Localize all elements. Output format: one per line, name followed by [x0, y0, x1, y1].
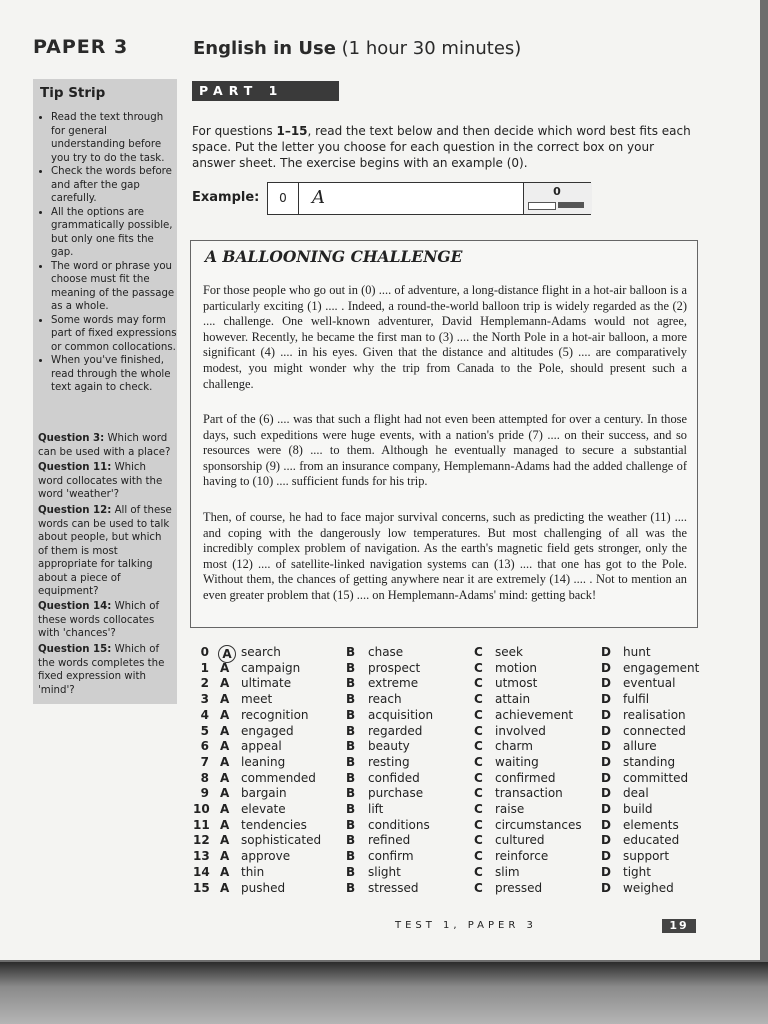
question-number: 12 [193, 833, 210, 848]
option-letter-a: A [220, 864, 230, 879]
option-d: elements [623, 817, 679, 832]
tip-question [38, 461, 172, 502]
instructions [192, 123, 692, 171]
option-letter-d: D [601, 754, 611, 769]
tip-item: • The word or phrase you choose must fit the meaning of the passage as a whole. [51, 260, 177, 314]
option-b: acquisition [368, 707, 434, 722]
tip-question-text: All of these words can be used to talk about people, but which of them is most appropriate for talking about a piece of equipment? [38, 505, 172, 597]
option-row [193, 786, 713, 802]
option-c: confirmed [495, 770, 556, 785]
option-d: standing [623, 754, 676, 769]
option-letter-b: B [346, 802, 356, 816]
option-c: pressed [495, 880, 543, 895]
answer-cell-filled [558, 202, 584, 208]
option-letter-d: D [601, 645, 611, 659]
option-letter-b: B [346, 880, 356, 895]
option-c: transaction [495, 786, 563, 801]
option-letter-c: C [474, 880, 483, 895]
question-number: 4 [200, 707, 209, 722]
page-number: 19 [662, 919, 696, 933]
text-title: A BALLOONING CHALLENGE [205, 247, 463, 266]
option-d: deal [623, 786, 649, 801]
option-row [193, 676, 713, 692]
part-badge: PART 1 [192, 81, 339, 101]
tip-question-text: Which word collocates with the word 'weather'? [38, 462, 163, 500]
option-d: support [623, 849, 670, 864]
question-number: 15 [193, 880, 210, 895]
option-d: allure [623, 739, 657, 754]
option-letter-c: C [474, 723, 483, 738]
tip-question-label: Question 14: [38, 601, 112, 612]
option-b: chase [368, 645, 404, 659]
page-title [193, 38, 521, 59]
option-letter-c: C [474, 645, 483, 659]
option-letter-c: C [474, 833, 483, 848]
tip-question-text: Which of the words completes the fixed expression with 'mind'? [38, 644, 165, 696]
option-d: weighed [623, 880, 674, 895]
option-letter-c: C [474, 817, 483, 832]
tip-question-label: Question 15: [38, 644, 112, 655]
question-number: 2 [200, 676, 209, 691]
question-number: 3 [200, 692, 209, 707]
option-row [193, 661, 713, 677]
option-c: attain [495, 692, 531, 707]
option-letter-b: B [346, 849, 356, 864]
option-letter-a: A [220, 849, 230, 864]
option-b: slight [368, 864, 401, 879]
option-a: approve [241, 849, 291, 864]
option-row [193, 849, 713, 865]
option-letter-c: C [474, 692, 483, 707]
option-row [193, 645, 713, 661]
option-c: circumstances [495, 817, 582, 832]
option-b: conditions [368, 817, 430, 832]
tip-question [38, 504, 172, 599]
option-d: fulfil [623, 692, 650, 707]
example-grid-number: 0 [553, 185, 561, 198]
option-row [193, 708, 713, 724]
tip-strip [33, 79, 177, 704]
option-letter-b: B [346, 817, 356, 832]
option-letter-a: A [220, 739, 230, 754]
tip-question-label: Question 12: [38, 505, 112, 516]
option-letter-c: C [474, 849, 483, 864]
tip-item: • Some words may form part of fixed expressions or common collocations. [51, 314, 177, 355]
option-letter-a: A [220, 723, 230, 738]
option-letter-d: D [601, 817, 611, 832]
option-letter-b: B [346, 754, 356, 769]
option-row [193, 881, 713, 897]
tip-strip-title: Tip Strip [40, 85, 106, 101]
option-a: engaged [241, 723, 294, 738]
question-number: 10 [193, 802, 210, 816]
option-row [193, 802, 713, 818]
option-b: prospect [368, 660, 421, 675]
option-letter-b: B [346, 723, 356, 738]
footer-text: TEST 1, PAPER 3 [395, 920, 537, 931]
option-letter-d: D [601, 660, 611, 675]
option-letter-c: C [474, 754, 483, 769]
option-row [193, 818, 713, 834]
example-number: 0 [268, 183, 299, 214]
scan-edge [0, 962, 768, 1024]
title-duration: (1 hour 30 minutes) [341, 38, 522, 59]
option-a: sophisticated [241, 833, 322, 848]
option-letter-a: A [220, 770, 230, 785]
option-d: build [623, 802, 653, 816]
option-a: pushed [241, 880, 286, 895]
option-letter-a: A [220, 660, 230, 675]
option-letter-d: D [601, 723, 611, 738]
option-letter-c: C [474, 770, 483, 785]
option-c: achievement [495, 707, 574, 722]
option-letter-d: D [601, 739, 611, 754]
question-number: 6 [200, 739, 209, 754]
option-a: elevate [241, 802, 286, 816]
option-row [193, 755, 713, 771]
option-a: leaning [241, 754, 286, 769]
option-letter-a: A [220, 880, 230, 895]
question-number: 13 [193, 849, 210, 864]
option-letter-d: D [601, 676, 611, 691]
option-letter-c: C [474, 802, 483, 816]
option-a: search [241, 645, 281, 659]
instructions-text: For questions [192, 124, 277, 138]
option-letter-b: B [346, 660, 356, 675]
option-row [193, 771, 713, 787]
option-row [193, 739, 713, 755]
tip-item: • When you've finished, read through the whole text again to check. [51, 354, 177, 395]
text-paragraph: Then, of course, he had to face major survival concerns, such as predicting the weather (11) .... and coping with the dangerously low temperatures. But most challenging of all was the incredibly complex problem of navigation. As the earth's magnetic field gets stronger, only the most (12) .... of satellite-linked navigation systems can (13) .... that one has got to the Pole. Without them, the chances of getting anywhere near it are extremely (14) .... . Not to mention an even greater problem that (15) .... on Hemplemann-Adams' mind: getting back! [203, 510, 687, 602]
example-box [267, 182, 591, 215]
option-b: confided [368, 770, 420, 785]
question-number: 8 [200, 770, 209, 785]
answer-cell-empty [528, 202, 556, 210]
option-c: involved [495, 723, 546, 738]
option-letter-b: B [346, 770, 356, 785]
instructions-text: , read the text below and then decide which word best fits each space. Put the letter you choose for each question in the correct box on your answer sheet. The exercise begins with an example (0). [192, 124, 691, 170]
option-c: reinforce [495, 849, 549, 864]
question-number: 11 [193, 817, 210, 832]
tip-question-text: Which of these words collocates with 'chances'? [38, 601, 160, 639]
option-letter-b: B [346, 833, 356, 848]
option-letter-d: D [601, 864, 611, 879]
option-row [193, 724, 713, 740]
option-letter-d: D [601, 849, 611, 864]
option-letter-a: A [220, 676, 230, 691]
option-c: waiting [495, 754, 539, 769]
option-a: meet [241, 692, 273, 707]
option-a: recognition [241, 707, 309, 722]
option-d: tight [623, 864, 651, 879]
reading-text-box [190, 240, 698, 628]
option-row [193, 865, 713, 881]
option-a: ultimate [241, 676, 292, 691]
example-label: Example: [192, 190, 260, 205]
option-c: charm [495, 739, 533, 754]
option-letter-d: D [601, 692, 611, 707]
option-row [193, 833, 713, 849]
text-paragraph: For those people who go out in (0) .... of adventure, a long-distance flight in a hot-air balloon is a particularly exciting (1) .... . Indeed, a round-the-world balloon trip is widely regarded as the (2) .... challenge. One well-known adventurer, David Hemplemann-Adams would not agree, however. Recently, he became the first man to (3) .... the North Pole in a hot-air balloon, a more significant (4) .... in his eyes. Given that the distance and altitudes (5) .... are comparatively modest, you might wonder why the trip from Canada to the Pole, should present such a challenge. [203, 283, 687, 391]
question-number: 14 [193, 864, 210, 879]
tip-item: • Read the text through for general understanding before you try to do the task. [51, 111, 177, 165]
option-b: reach [368, 692, 402, 707]
option-letter-d: D [601, 786, 611, 801]
option-letter-b: B [346, 786, 356, 801]
option-d: connected [623, 723, 686, 738]
option-b: purchase [368, 786, 424, 801]
question-range: 1–15 [276, 124, 308, 138]
option-letter-c: C [474, 786, 483, 801]
example-answer-grid [523, 183, 592, 214]
option-b: lift [368, 802, 384, 816]
option-letter-b: B [346, 692, 356, 707]
option-a: bargain [241, 786, 287, 801]
option-c: seek [495, 645, 523, 659]
option-c: cultured [495, 833, 545, 848]
text-paragraph: Part of the (6) .... was that such a flight had not even been attempted for over a century. In those days, such expeditions were huge events, with a nation's pride (7) .... on their success, and so resources were (8) .... to them. Although he eventually managed to secure a substantial sponsorship (9) .... from an insurance company, Hemplemann-Adams had the added challenge of having to (10) .... sufficient funds for his trip. [203, 412, 687, 489]
option-a: thin [241, 864, 265, 879]
option-letter-a: A [220, 754, 230, 769]
option-letter-a: A [220, 817, 230, 832]
option-letter-d: D [601, 707, 611, 722]
option-letter-a: A [220, 707, 230, 722]
option-letter-c: C [474, 707, 483, 722]
question-number: 1 [200, 660, 209, 675]
option-b: extreme [368, 676, 419, 691]
example-circled-letter: A [218, 645, 236, 663]
option-letter-b: B [346, 864, 356, 879]
option-a: campaign [241, 660, 301, 675]
option-c: raise [495, 802, 525, 816]
tip-question [38, 600, 172, 641]
option-letter-c: C [474, 676, 483, 691]
option-letter-c: C [474, 864, 483, 879]
tip-list [37, 111, 177, 395]
paper-label: PAPER 3 [33, 36, 129, 58]
title-bold: English in Use [193, 38, 336, 59]
option-c: utmost [495, 676, 538, 691]
option-d: engagement [623, 660, 700, 675]
tip-question-text: Which word can be used with a place? [38, 433, 171, 458]
option-letter-d: D [601, 802, 611, 816]
option-letter-a: A [220, 833, 230, 848]
question-number: 5 [200, 723, 209, 738]
option-a: appeal [241, 739, 282, 754]
option-c: slim [495, 864, 520, 879]
option-b: refined [368, 833, 411, 848]
question-number: 9 [200, 786, 209, 801]
option-d: educated [623, 833, 680, 848]
option-letter-d: D [601, 880, 611, 895]
option-a: commended [241, 770, 316, 785]
option-d: hunt [623, 645, 651, 659]
question-number: 7 [200, 754, 209, 769]
tip-question [38, 643, 172, 697]
option-b: resting [368, 754, 410, 769]
tip-question [38, 432, 172, 459]
option-letter-b: B [346, 676, 356, 691]
option-letter-b: B [346, 645, 356, 659]
option-letter-a: A [220, 692, 230, 707]
option-b: stressed [368, 880, 419, 895]
option-b: beauty [368, 739, 410, 754]
option-row [193, 692, 713, 708]
option-d: eventual [623, 676, 676, 691]
option-letter-d: D [601, 770, 611, 785]
tip-item: • Check the words before and after the gap carefully. [51, 165, 177, 206]
option-d: committed [623, 770, 689, 785]
option-b: regarded [368, 723, 423, 738]
tip-question-label: Question 3: [38, 433, 105, 444]
option-letter-b: B [346, 707, 356, 722]
option-letter-d: D [601, 833, 611, 848]
option-d: realisation [623, 707, 686, 722]
option-letter-b: B [346, 739, 356, 754]
example-answer: A [312, 187, 325, 208]
option-a: tendencies [241, 817, 307, 832]
option-letter-a: A [220, 786, 230, 801]
option-letter-c: C [474, 739, 483, 754]
tip-item: • All the options are grammatically possible, but only one fits the gap. [51, 206, 177, 260]
tip-question-label: Question 11: [38, 462, 112, 473]
option-letter-c: C [474, 660, 483, 675]
question-number: 0 [200, 645, 209, 659]
option-c: motion [495, 660, 538, 675]
option-b: confirm [368, 849, 414, 864]
option-letter-a: A [220, 802, 230, 816]
